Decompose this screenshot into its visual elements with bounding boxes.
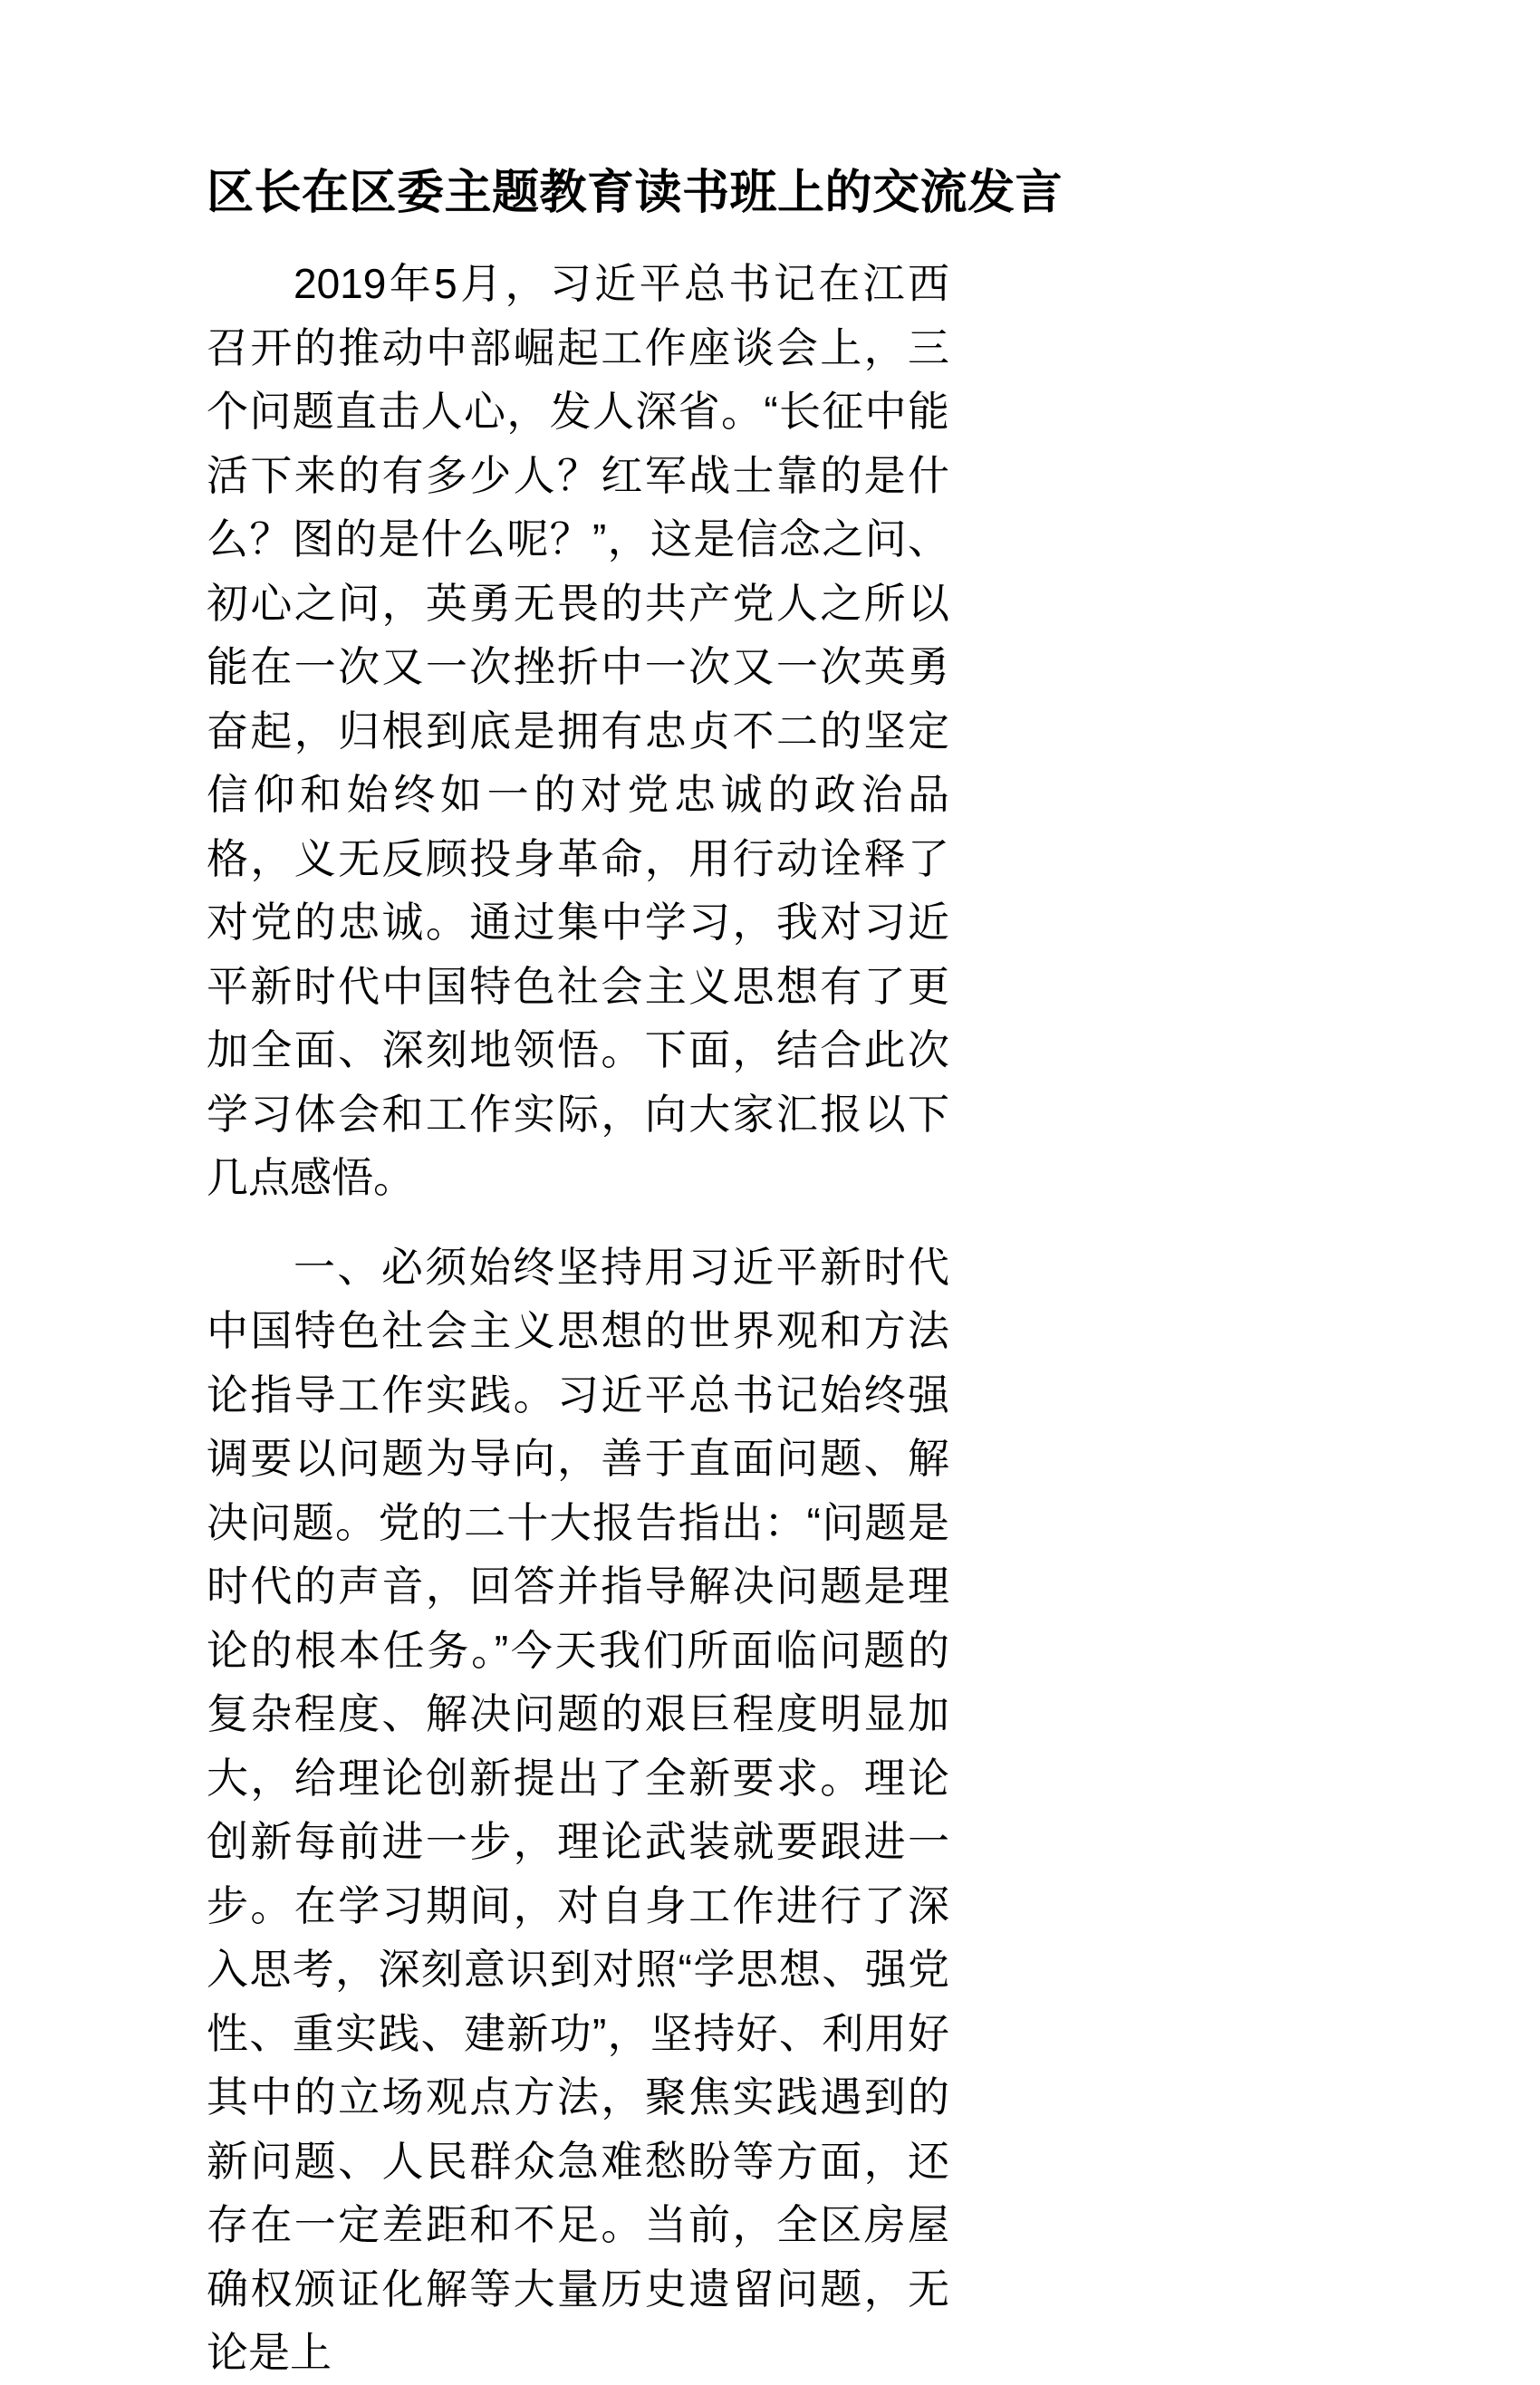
page-title: 区长在区委主题教育读书班上的交流发言 xyxy=(207,167,1064,219)
paragraph-1: 2019年5月，习近平总书记在江西召开的推动中部崛起工作座谈会上，三个问题直击人心，发人深省。“长征中能活下来的有多少人？红军战士靠的是什么？图的是什么呢？”，这是信念之问、初心之问，英勇无畏的共产党人之所以能在一次又一次挫折中一次又一次英勇奋起，归根到底是拥有忠贞不二的坚定信仰和始终如一的对党忠诚的政治品格，义无反顾投身革命，用行动诠释了对党的忠诚。通过集中学习，我对习近平新时代中国特色社会主义思想有了更加全面、深刻地领悟。下面，结合此次学习体会和工作实际，向大家汇报以下几点感悟。 xyxy=(207,260,949,1201)
paragraph-2: 一、必须始终坚持用习近平新时代中国特色社会主义思想的世界观和方法论指导工作实践。习近平总书记始终强调要以问题为导向，善于直面问题、解决问题。党的二十大报告指出：“问题是时代的声音，回答并指导解决问题是理论的根本任务。”今天我们所面临问题的复杂程度、解决问题的艰巨程度明显加大，给理论创新提出了全新要求。理论创新每前进一步，理论武装就要跟进一步。在学习期间，对自身工作进行了深入思考，深刻意识到对照“学思想、强党性、重实践、建新功”，坚持好、利用好其中的立场观点方法，聚焦实践遇到的新问题、人民群众急难愁盼等方面，还存在一定差距和不足。当前，全区房屋确权颁证化解等大量历史遗留问题，无论是上 xyxy=(207,1243,949,2376)
document-content xyxy=(207,0,1064,2385)
document-body xyxy=(207,252,949,2385)
